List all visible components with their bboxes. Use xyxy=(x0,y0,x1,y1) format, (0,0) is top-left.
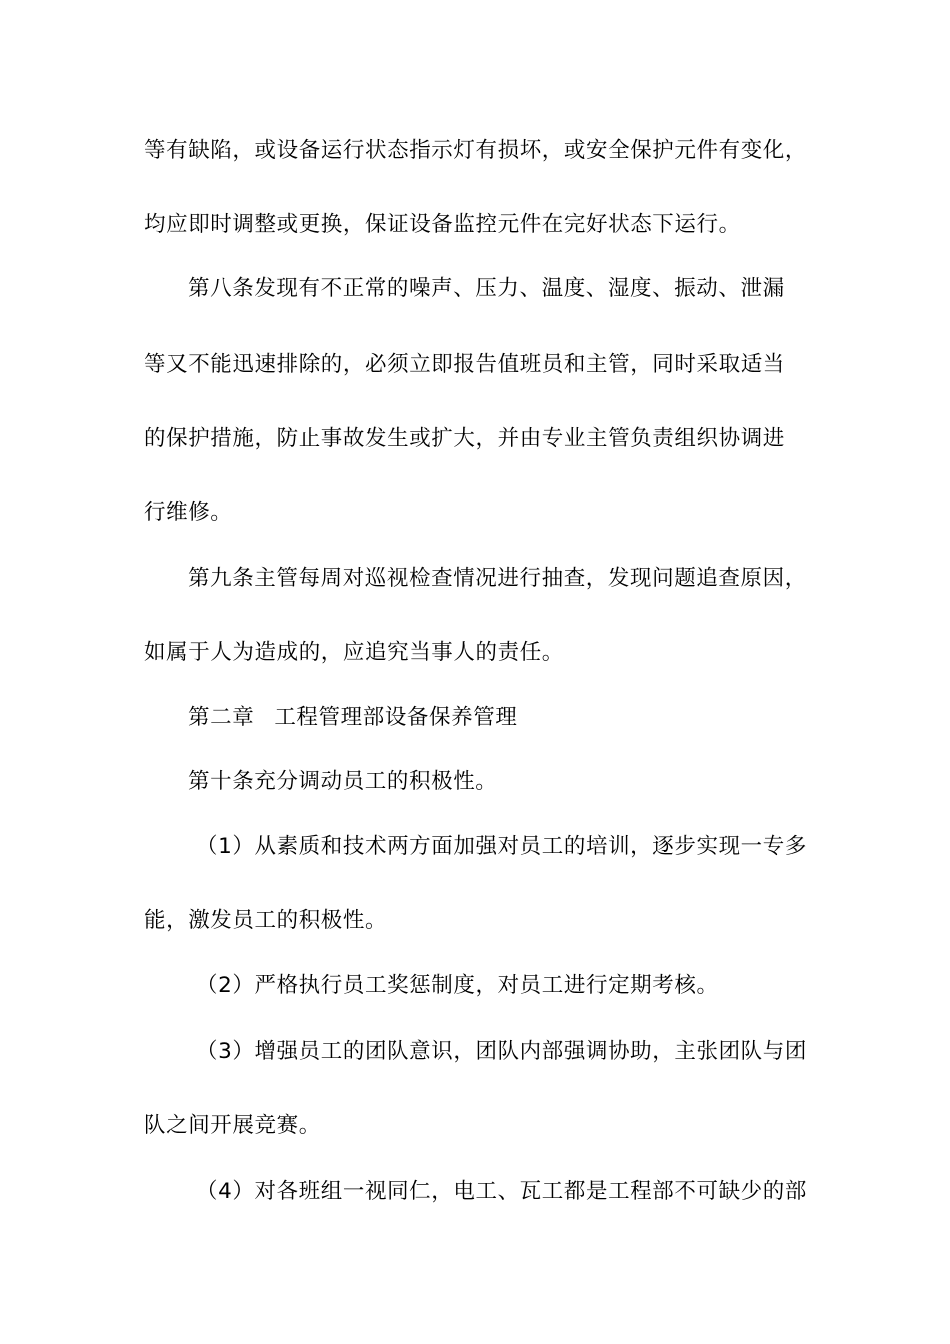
article-10-paragraph: 第十条充分调动员工的积极性。 xyxy=(188,769,498,794)
list-item-1: （1）从素质和技术两方面加强对员工的培训，逐步实现一专多 xyxy=(196,834,807,859)
text-line-4: 等又不能迅速排除的，必须立即报告值班员和主管，同时采取适当 xyxy=(144,352,785,377)
text-line-12: 能，激发员工的积极性。 xyxy=(144,908,388,933)
list-item-3: （3）增强员工的团队意识，团队内部强调协助，主张团队与团 xyxy=(196,1039,807,1064)
chapter-title: 工程管理部设备保养管理 xyxy=(274,705,518,730)
text-line-1: 等有缺陷，或设备运行状态指示灯有损坏，或安全保护元件有变化， xyxy=(144,138,808,163)
list-item-2: （2）严格执行员工奖惩制度，对员工进行定期考核。 xyxy=(196,973,719,998)
text-line-8: 如属于人为造成的，应追究当事人的责任。 xyxy=(144,640,564,665)
article-8-paragraph: 第八条发现有不正常的噪声、压力、温度、湿度、振动、泄漏 xyxy=(188,276,785,301)
text-line-5: 的保护措施，防止事故发生或扩大，并由专业主管负责组织协调进 xyxy=(144,426,785,451)
article-9-paragraph: 第九条主管每周对巡视检查情况进行抽查，发现问题追查原因， xyxy=(188,566,807,591)
text-line-2: 均应即时调整或更换，保证设备监控元件在完好状态下运行。 xyxy=(144,212,741,237)
list-item-4: （4）对各班组一视同仁，电工、瓦工都是工程部不可缺少的部 xyxy=(196,1179,807,1204)
text-line-15: 队之间开展竞赛。 xyxy=(144,1113,321,1138)
chapter-heading xyxy=(188,703,858,733)
chapter-number: 第二章 xyxy=(188,705,255,730)
text-line-6: 行维修。 xyxy=(144,500,233,525)
